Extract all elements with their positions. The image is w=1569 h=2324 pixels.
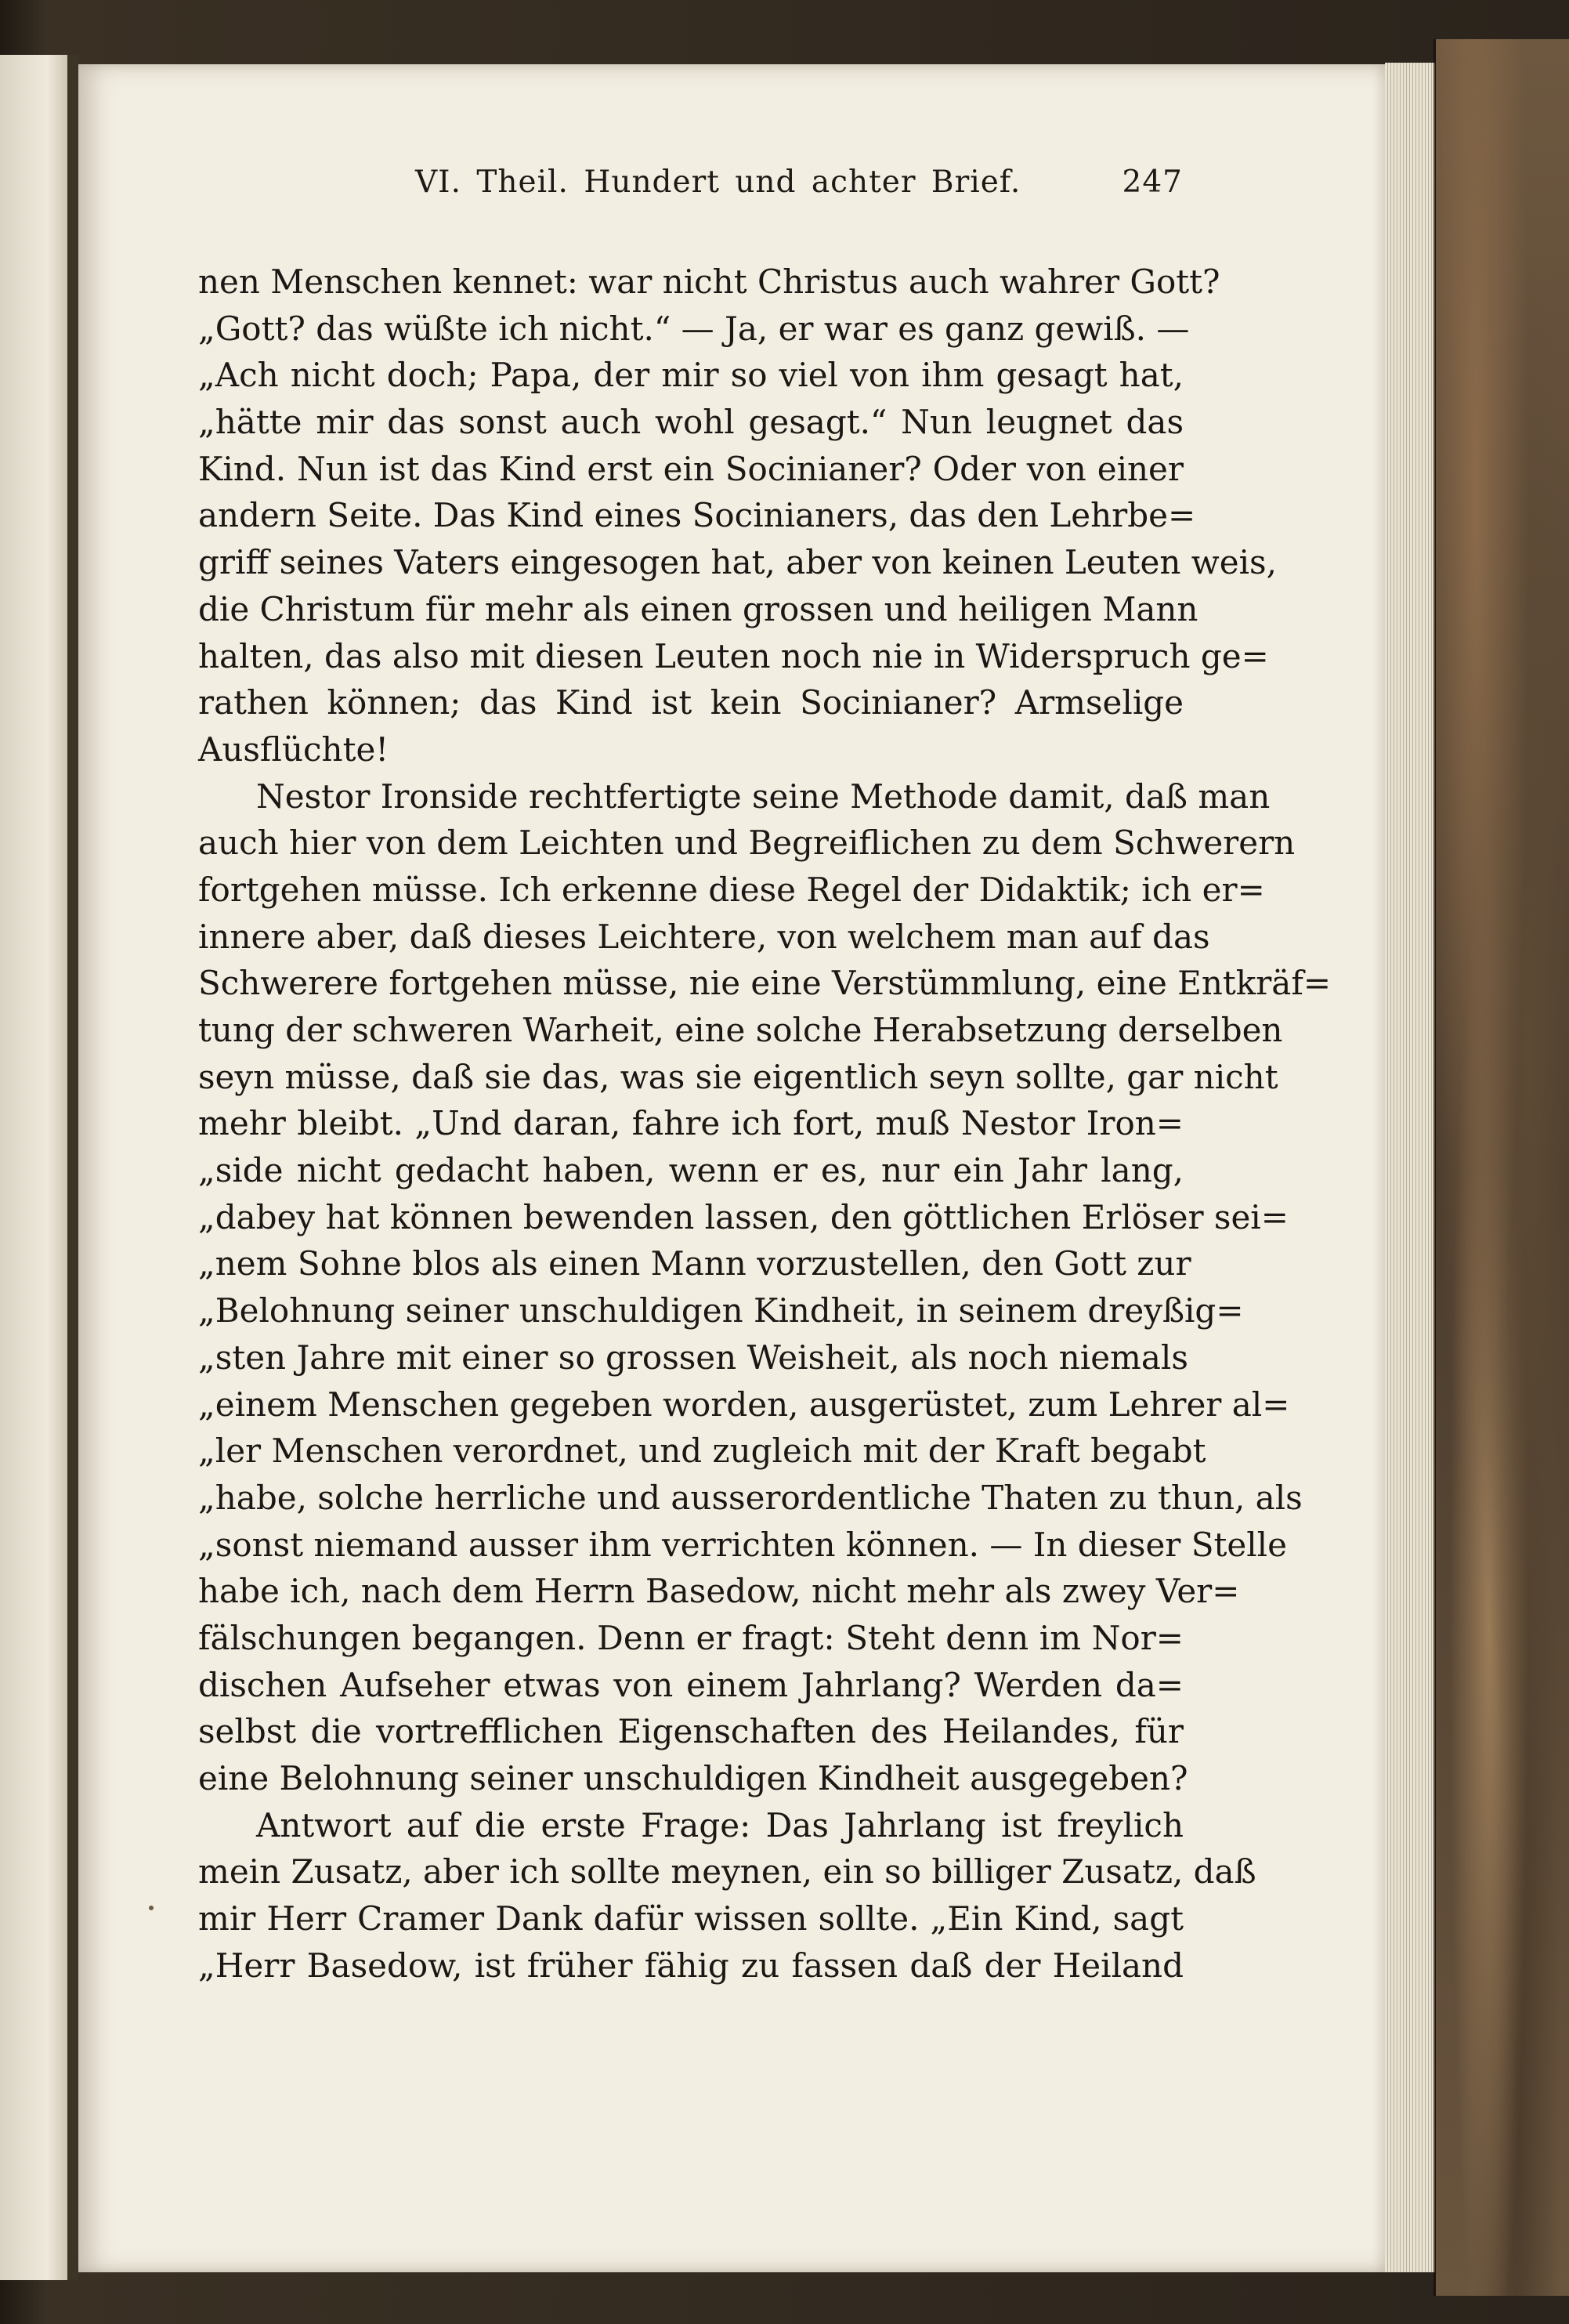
text-line: „einem Menschen gegeben worden, ausgerüstet, zum Lehrer al= <box>198 1385 1290 1424</box>
text-line: auch hier von dem Leichten und Begreiflichen zu dem Schwerern <box>198 824 1296 863</box>
running-title: VI. Theil. Hundert und achter Brief. <box>415 165 1021 200</box>
text-line: „Gott? das wüßte ich nicht.“ — Ja, er war es ganz gewiß. — <box>198 309 1190 348</box>
book-gutter <box>67 55 78 2280</box>
text-line: Schwerere fortgehen müsse, nie eine Verstümmlung, eine Entkräf= <box>198 964 1332 1003</box>
text-line: die Christum für mehr als einen grossen und heiligen Mann <box>198 589 1198 628</box>
text-line: griff seines Vaters eingesogen hat, aber von keinen Leuten weis, <box>198 543 1277 582</box>
text-line: „sonst niemand ausser ihm verrichten können. — In dieser Stelle <box>198 1525 1287 1564</box>
text-line: eine Belohnung seiner unschuldigen Kindheit ausgegeben? <box>198 1759 1188 1797</box>
text-line: „Ach nicht doch; Papa, der mir so viel von ihm gesagt hat, <box>198 356 1184 395</box>
text-line: „side nicht gedacht haben, wenn er es, nur ein Jahr lang, <box>198 1151 1184 1190</box>
text-line: „sten Jahre mit einer so grossen Weisheit, als noch niemals <box>198 1338 1188 1377</box>
text-line: mehr bleibt. „Und daran, fahre ich fort, muß Nestor Iron= <box>198 1104 1184 1143</box>
text-line: „habe, solche herrliche und ausserordentliche Thaten zu thun, als <box>198 1478 1303 1517</box>
text-line: tung der schweren Warheit, eine solche Herabsetzung derselben <box>198 1011 1283 1049</box>
text-line: seyn müsse, daß sie das, was sie eigentlich seyn sollte, gar nicht <box>198 1057 1278 1096</box>
text-line: innere aber, daß dieses Leichtere, von welchem man auf das <box>198 917 1210 956</box>
text-line: fortgehen müsse. Ich erkenne diese Regel der Didaktik; ich er= <box>198 870 1265 909</box>
body-text <box>198 259 1332 1989</box>
facing-page-edge <box>0 55 69 2280</box>
text-line: andern Seite. Das Kind eines Socinianers, das den Lehrbe= <box>198 496 1196 535</box>
page-number: 247 <box>1122 165 1183 200</box>
text-line: „hätte mir das sonst auch wohl gesagt.“ Nun leugnet das <box>198 403 1184 442</box>
text-line: „nem Sohne blos als einen Mann vorzustellen, den Gott zur <box>198 1244 1191 1283</box>
text-line: Kind. Nun ist das Kind erst ein Socinianer? Oder von einer <box>198 449 1184 488</box>
page-stack-edges <box>1385 63 1435 2272</box>
text-line: mir Herr Cramer Dank dafür wissen sollte. „Ein Kind, sagt <box>198 1899 1184 1938</box>
text-line: rathen können; das Kind ist kein Socinianer? Armselige <box>198 683 1184 722</box>
text-line: Nestor Ironside rechtfertigte seine Methode damit, daß man <box>256 776 1271 816</box>
text-line: fälschungen begangen. Denn er fragt: Steht denn im Nor= <box>198 1618 1184 1657</box>
text-line: halten, das also mit diesen Leuten noch nie in Widerspruch ge= <box>198 636 1269 675</box>
text-line: habe ich, nach dem Herrn Basedow, nicht mehr als zwey Ver= <box>198 1572 1240 1611</box>
ink-speck <box>149 1906 154 1910</box>
text-line: selbst die vortrefflichen Eigenschaften des Heilandes, für <box>198 1712 1184 1751</box>
text-line: „dabey hat können bewenden lassen, den göttlichen Erlöser sei= <box>198 1197 1289 1236</box>
text-line: „Herr Basedow, ist früher fähig zu fassen daß der Heiland <box>198 1946 1184 1985</box>
marbled-cover <box>1433 39 1569 2296</box>
text-line: dischen Aufseher etwas von einem Jahrlang? Werden da= <box>198 1665 1184 1704</box>
text-line: Ausflüchte! <box>198 729 389 769</box>
text-line: „ler Menschen verordnet, und zugleich mit der Kraft begabt <box>198 1432 1206 1471</box>
text-line: „Belohnung seiner unschuldigen Kindheit, in seinem dreyßig= <box>198 1291 1244 1330</box>
running-header <box>415 165 1183 212</box>
text-line: nen Menschen kennet: war nicht Christus auch wahrer Gott? <box>198 262 1220 301</box>
text-line: Antwort auf die erste Frage: Das Jahrlang ist freylich <box>256 1805 1184 1844</box>
text-line: mein Zusatz, aber ich sollte meynen, ein so billiger Zusatz, daß <box>198 1852 1256 1891</box>
